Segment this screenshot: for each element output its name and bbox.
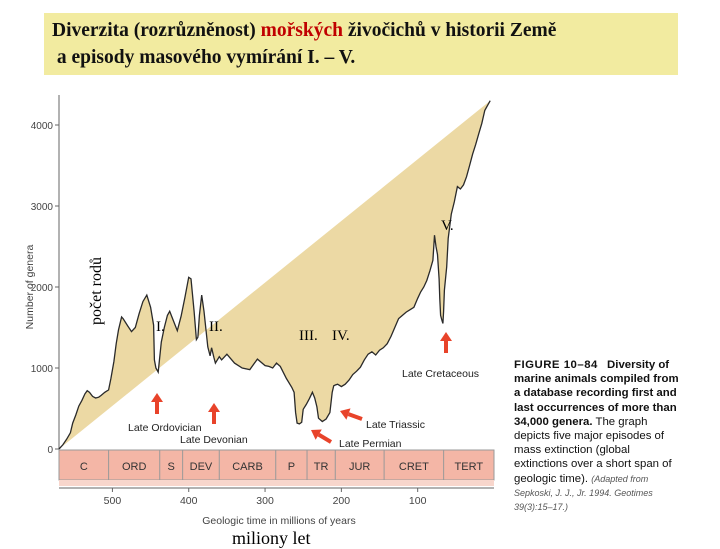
- extinction-arrow-shaft: [348, 414, 362, 419]
- period-label: P: [287, 461, 296, 473]
- extinction-arrow-shaft: [319, 435, 331, 442]
- extinction-roman-numeral: III.: [299, 328, 318, 344]
- x-axis-title: Geologic time in millions of years: [202, 515, 356, 527]
- extinction-label: Late Cretaceous: [402, 368, 480, 380]
- extinction-arrow-head: [151, 393, 163, 402]
- y-tick-label: 0: [47, 445, 53, 456]
- period-label: JUR: [348, 461, 371, 473]
- diversity-area: [59, 101, 490, 449]
- period-label: DEV: [189, 461, 213, 473]
- extinction-arrow-head: [440, 332, 452, 341]
- extinction-label: Late Permian: [339, 438, 402, 450]
- y-tick-label: 1000: [30, 364, 53, 375]
- period-band-shadow: [59, 480, 494, 486]
- y-tick-label: 2000: [30, 283, 53, 294]
- period-label: TERT: [454, 461, 484, 473]
- x-tick-label: 200: [332, 495, 351, 507]
- extinction-label: Late Ordovician: [128, 422, 202, 434]
- extinction-label: Late Triassic: [366, 419, 425, 431]
- y-tick-label: 3000: [30, 202, 53, 213]
- figure-caption: [514, 358, 684, 514]
- figure-caption-text: The graph depicts five major episodes of mass extinction (global extinctions over a short span of geologic time).: [514, 415, 672, 485]
- period-label: CARB: [232, 461, 263, 473]
- period-label: C: [79, 461, 88, 473]
- y-axis-title: Number of genera: [24, 244, 36, 330]
- figure-caption-source: (Adapted from Sepkoski, J. J., Jr. 1994. Geotimes 39(3):15–17.): [514, 473, 653, 513]
- extinction-roman-numeral: IV.: [332, 328, 350, 344]
- x-tick-label: 500: [103, 495, 122, 507]
- x-axis-czech-label: miliony let: [232, 528, 311, 548]
- period-label: ORD: [121, 461, 147, 473]
- period-label: S: [167, 461, 175, 473]
- title-line-2: a episody masového vymírání I. – V.: [52, 47, 356, 68]
- extinction-roman-numeral: II.: [209, 319, 223, 335]
- extinction-arrow-head: [208, 403, 220, 412]
- figure-caption-head-tail: Diversity: [607, 359, 656, 371]
- extinction-roman-numeral: V.: [441, 218, 454, 234]
- x-tick-label: 100: [408, 495, 427, 507]
- period-label: CRET: [398, 461, 429, 473]
- title-text-a: Diverzita (rozrůzněnost): [52, 20, 261, 41]
- y-axis-czech-label: počet rodů: [88, 257, 105, 325]
- figure-caption-bold: of marine animals compiled from a database recording first and last occurrences of more than 34,000 genera.: [514, 359, 679, 428]
- extinction-label: Late Devonian: [180, 434, 248, 446]
- y-tick-label: 4000: [30, 121, 53, 132]
- x-tick-label: 400: [179, 495, 198, 507]
- figure-caption-head: FIGURE 10–84: [514, 359, 598, 371]
- x-tick-label: 300: [256, 495, 274, 507]
- title-text-highlight: mořských: [260, 20, 343, 41]
- period-label: TR: [313, 461, 329, 473]
- title-text-b: živočichů v historii Země: [343, 20, 557, 41]
- extinction-roman-numeral: I.: [156, 319, 165, 335]
